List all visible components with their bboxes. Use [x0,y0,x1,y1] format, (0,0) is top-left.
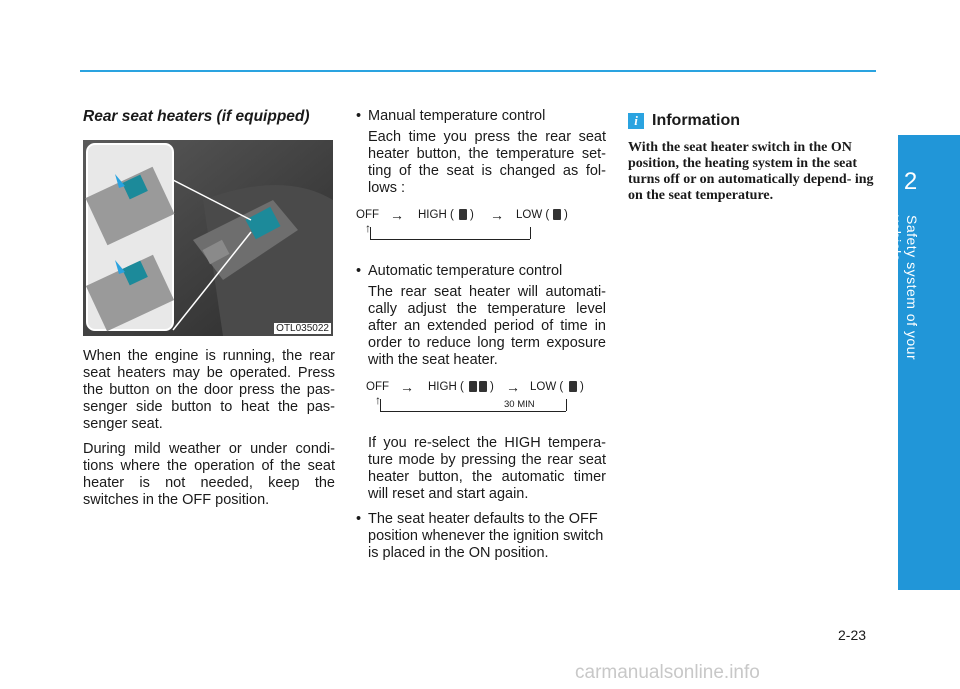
information-header [628,112,880,130]
diagram-low-label: LOW ( [530,381,564,393]
door-panel-illustration [83,140,333,336]
paragraph: Each time you press the rear seat heater button, the temperature set- ting of the seat is changed as fol- lows : [368,129,606,196]
column-1 [83,108,335,517]
info-icon: i [628,113,644,129]
diagram-paren: ) [564,209,568,221]
manual-mode-diagram [354,205,606,249]
information-title: Information [652,112,740,129]
paragraph: When the engine is running, the rear seat heaters may be operated. Press the button on the door press the pas- senger side button to heat the pas- senger seat. [83,348,335,432]
top-rule [80,70,876,72]
diagram-high-label: HIGH ( [418,209,454,221]
paragraph: If you re-select the HIGH tempera- ture mode by pressing the rear seat heater button, the automatic timer will reset and start again. [368,435,606,502]
paragraph: During mild weather or under condi- tions where the operation of the seat heater is not needed, keep the switches in the OFF position. [83,441,335,508]
bullet-title: • Manual temperature control [354,108,606,125]
bullet-title: • Automatic temperature control [354,263,606,280]
section-heading: Rear seat heaters (if equipped) [83,108,310,125]
seat-heat-icon [468,381,488,393]
page-number: 2-23 [838,627,867,643]
seat-heat-icon [458,209,468,221]
arrow-right-icon: → [506,379,520,395]
arrow-right-icon: → [490,207,504,223]
diagram-low-label: LOW ( [516,209,550,221]
chapter-number: 2 [903,168,918,195]
auto-mode-diagram [354,377,606,421]
watermark: carmanualsonline.info [575,662,760,683]
seat-heater-photo [83,140,333,336]
chapter-title: Safety system of your vehicle [888,215,920,361]
diagram-off-label: OFF [356,209,379,221]
image-reference-label: OTL035022 [276,323,329,334]
timer-label: 30 MIN [504,399,535,410]
arrow-right-icon: → [390,207,404,223]
arrow-up-icon: ↑ [375,393,381,407]
diagram-paren: ) [490,381,494,393]
information-text: With the seat heater switch in the ON position, the heating system in the seat turns off or on automatically depend- ing on the seat temperature. [628,140,874,203]
seat-heat-icon [552,209,562,221]
bullet-text: • The seat heater defaults to the OFF position whenever the ignition switch is placed in the ON position. [354,511,606,562]
diagram-high-label: HIGH ( [428,381,464,393]
column-2 [354,108,606,566]
diagram-paren: ) [580,381,584,393]
arrow-right-icon: → [400,379,414,395]
diagram-off-label: OFF [366,381,389,393]
column-3 [628,108,880,212]
diagram-paren: ) [470,209,474,221]
arrow-up-icon: ↑ [365,221,371,235]
seat-heat-icon [568,381,578,393]
paragraph: The rear seat heater will automati- cally adjust the temperature level after an extended period of time in order to reduce long term exposure with the seat heater. [368,284,606,368]
